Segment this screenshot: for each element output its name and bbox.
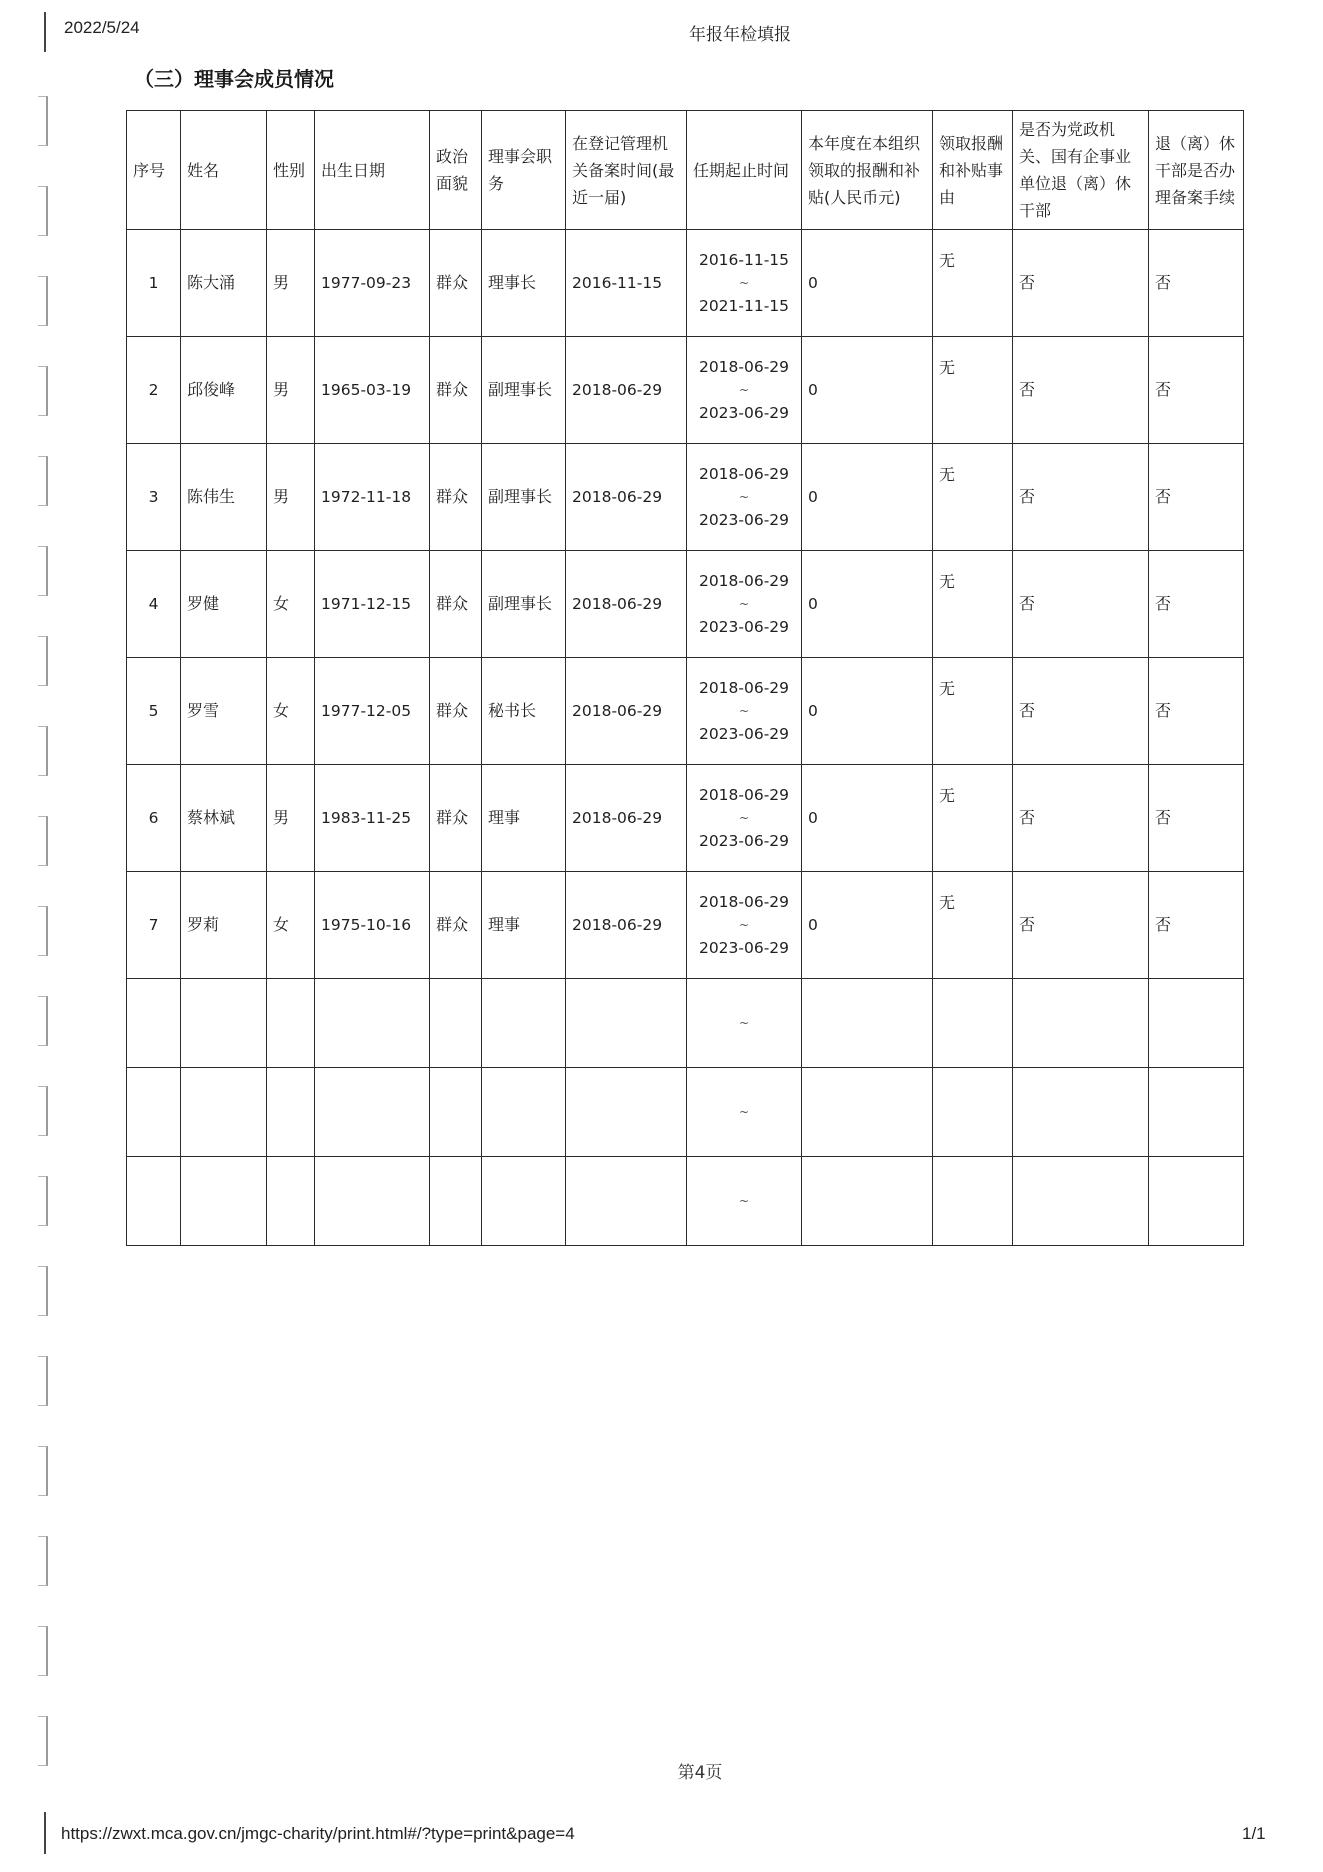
cell-filed: 2018-06-29 xyxy=(566,444,687,551)
binder-hole-mark xyxy=(38,1086,48,1136)
cell-gender: 女 xyxy=(267,658,315,765)
binder-hole-mark xyxy=(38,636,48,686)
cell-filed-retired: 否 xyxy=(1149,444,1244,551)
cell-filed-retired: 否 xyxy=(1149,551,1244,658)
cell-filed: 2018-06-29 xyxy=(566,872,687,979)
term-separator: ~ xyxy=(738,276,750,290)
cell-role: 理事 xyxy=(482,872,566,979)
cell-term xyxy=(687,551,802,658)
cell-term xyxy=(687,979,802,1068)
cell-no: 1 xyxy=(127,230,181,337)
cell-gender: 男 xyxy=(267,765,315,872)
empty-table-row xyxy=(127,1157,1244,1246)
empty-cell xyxy=(482,1068,566,1157)
cell-reason: 无 xyxy=(933,658,1013,765)
cell-term xyxy=(687,1068,802,1157)
cell-filed: 2016-11-15 xyxy=(566,230,687,337)
empty-cell xyxy=(267,1068,315,1157)
cell-retired: 否 xyxy=(1013,444,1149,551)
cell-retired: 否 xyxy=(1013,337,1149,444)
col-header-gender: 性别 xyxy=(267,111,315,230)
empty-cell xyxy=(127,1157,181,1246)
empty-cell xyxy=(566,1068,687,1157)
cell-filed: 2018-06-29 xyxy=(566,658,687,765)
cell-pay: 0 xyxy=(802,551,933,658)
cell-no: 7 xyxy=(127,872,181,979)
binder-hole-mark xyxy=(38,996,48,1046)
cell-name: 陈伟生 xyxy=(181,444,267,551)
cell-role: 副理事长 xyxy=(482,551,566,658)
cell-reason: 无 xyxy=(933,337,1013,444)
empty-cell xyxy=(933,979,1013,1068)
col-header-no: 序号 xyxy=(127,111,181,230)
term-end: 2021-11-15 xyxy=(698,297,790,315)
table-row xyxy=(127,337,1244,444)
cell-gender: 女 xyxy=(267,872,315,979)
binder-hole-mark xyxy=(38,1446,48,1496)
cell-filed: 2018-06-29 xyxy=(566,551,687,658)
cell-birth: 1971-12-15 xyxy=(315,551,430,658)
binder-hole-mark xyxy=(38,816,48,866)
cell-pay: 0 xyxy=(802,872,933,979)
cell-no: 4 xyxy=(127,551,181,658)
cell-political: 群众 xyxy=(430,551,482,658)
cell-political: 群众 xyxy=(430,337,482,444)
col-header-retired: 是否为党政机关、国有企事业单位退（离）休干部 xyxy=(1013,111,1149,230)
cell-retired: 否 xyxy=(1013,230,1149,337)
empty-cell xyxy=(181,1068,267,1157)
term-separator: ~ xyxy=(738,918,750,932)
empty-cell xyxy=(566,1157,687,1246)
term-separator: ~ xyxy=(738,490,750,504)
binder-hole-mark xyxy=(38,456,48,506)
cell-term xyxy=(687,658,802,765)
cell-political: 群众 xyxy=(430,230,482,337)
binder-hole-mark xyxy=(38,1266,48,1316)
cell-pay: 0 xyxy=(802,444,933,551)
cell-no: 3 xyxy=(127,444,181,551)
empty-cell xyxy=(802,1157,933,1246)
cell-political: 群众 xyxy=(430,658,482,765)
term-separator: ~ xyxy=(738,1016,750,1030)
empty-cell xyxy=(181,979,267,1068)
empty-cell xyxy=(430,1157,482,1246)
term-start: 2018-06-29 xyxy=(698,358,790,376)
empty-cell xyxy=(1149,979,1244,1068)
cell-name: 罗莉 xyxy=(181,872,267,979)
term-start: 2016-11-15 xyxy=(698,251,790,269)
col-header-filed: 在登记管理机关备案时间(最近一届) xyxy=(566,111,687,230)
term-separator: ~ xyxy=(738,811,750,825)
cell-filed-retired: 否 xyxy=(1149,337,1244,444)
cell-term xyxy=(687,230,802,337)
term-separator: ~ xyxy=(738,1194,750,1208)
cell-role: 理事 xyxy=(482,765,566,872)
cell-gender: 女 xyxy=(267,551,315,658)
cell-retired: 否 xyxy=(1013,872,1149,979)
term-start: 2018-06-29 xyxy=(698,465,790,483)
col-header-political: 政治面貌 xyxy=(430,111,482,230)
page-number-label: 第4页 xyxy=(677,1763,723,1783)
empty-table-row xyxy=(127,979,1244,1068)
empty-cell xyxy=(267,979,315,1068)
cell-role: 秘书长 xyxy=(482,658,566,765)
cell-name: 罗雪 xyxy=(181,658,267,765)
empty-cell xyxy=(1149,1068,1244,1157)
empty-cell xyxy=(566,979,687,1068)
empty-cell xyxy=(482,1157,566,1246)
term-end: 2023-06-29 xyxy=(698,832,790,850)
cell-reason: 无 xyxy=(933,872,1013,979)
empty-cell xyxy=(1149,1157,1244,1246)
term-end: 2023-06-29 xyxy=(698,618,790,636)
col-header-role: 理事会职务 xyxy=(482,111,566,230)
table-row xyxy=(127,765,1244,872)
cell-birth: 1977-09-23 xyxy=(315,230,430,337)
col-header-pay: 本年度在本组织领取的报酬和补贴(人民币元) xyxy=(802,111,933,230)
binder-hole-mark xyxy=(38,1626,48,1676)
cell-gender: 男 xyxy=(267,444,315,551)
term-separator: ~ xyxy=(738,704,750,718)
cell-birth: 1975-10-16 xyxy=(315,872,430,979)
cell-no: 6 xyxy=(127,765,181,872)
cell-name: 蔡林斌 xyxy=(181,765,267,872)
term-separator: ~ xyxy=(738,597,750,611)
cell-filed-retired: 否 xyxy=(1149,658,1244,765)
binder-hole-mark xyxy=(38,1176,48,1226)
table-row xyxy=(127,872,1244,979)
col-header-birth: 出生日期 xyxy=(315,111,430,230)
empty-cell xyxy=(315,1068,430,1157)
term-start: 2018-06-29 xyxy=(698,786,790,804)
term-separator: ~ xyxy=(738,383,750,397)
cell-retired: 否 xyxy=(1013,765,1149,872)
binder-hole-mark xyxy=(38,186,48,236)
cell-filed: 2018-06-29 xyxy=(566,337,687,444)
term-start: 2018-06-29 xyxy=(698,679,790,697)
cell-pay: 0 xyxy=(802,765,933,872)
cell-birth: 1983-11-25 xyxy=(315,765,430,872)
binder-hole-mark xyxy=(38,906,48,956)
cell-reason: 无 xyxy=(933,765,1013,872)
col-header-filed-retired: 退（离）休干部是否办理备案手续 xyxy=(1149,111,1244,230)
table-row xyxy=(127,658,1244,765)
print-date: 2022/5/24 xyxy=(64,18,140,37)
empty-cell xyxy=(315,1157,430,1246)
print-title: 年报年检填报 xyxy=(689,25,791,45)
cell-term xyxy=(687,337,802,444)
binder-hole-mark xyxy=(38,726,48,776)
print-url: https://zwxt.mca.gov.cn/jmgc-charity/print.html#/?type=print&page=4 xyxy=(61,1824,575,1843)
binder-hole-mark xyxy=(38,366,48,416)
empty-cell xyxy=(127,1068,181,1157)
empty-cell xyxy=(1013,979,1149,1068)
term-start: 2018-06-29 xyxy=(698,572,790,590)
cell-term xyxy=(687,444,802,551)
binder-hole-mark xyxy=(38,1356,48,1406)
cell-political: 群众 xyxy=(430,872,482,979)
empty-cell xyxy=(482,979,566,1068)
term-end: 2023-06-29 xyxy=(698,404,790,422)
cell-reason: 无 xyxy=(933,444,1013,551)
empty-cell xyxy=(1013,1157,1149,1246)
cell-gender: 男 xyxy=(267,230,315,337)
cell-filed: 2018-06-29 xyxy=(566,765,687,872)
cell-role: 理事长 xyxy=(482,230,566,337)
term-end: 2023-06-29 xyxy=(698,511,790,529)
cell-birth: 1972-11-18 xyxy=(315,444,430,551)
binder-hole-mark xyxy=(38,96,48,146)
cell-name: 陈大涌 xyxy=(181,230,267,337)
col-header-term: 任期起止时间 xyxy=(687,111,802,230)
cell-political: 群众 xyxy=(430,444,482,551)
cell-no: 2 xyxy=(127,337,181,444)
empty-cell xyxy=(181,1157,267,1246)
empty-cell xyxy=(430,979,482,1068)
table-row xyxy=(127,551,1244,658)
cell-retired: 否 xyxy=(1013,658,1149,765)
table-row xyxy=(127,444,1244,551)
cell-pay: 0 xyxy=(802,337,933,444)
scan-edge-mark xyxy=(44,1812,46,1854)
cell-political: 群众 xyxy=(430,765,482,872)
cell-reason: 无 xyxy=(933,230,1013,337)
board-members-table xyxy=(126,110,1244,1246)
table-row xyxy=(127,230,1244,337)
term-end: 2023-06-29 xyxy=(698,939,790,957)
cell-filed-retired: 否 xyxy=(1149,872,1244,979)
empty-table-row xyxy=(127,1068,1244,1157)
cell-birth: 1977-12-05 xyxy=(315,658,430,765)
cell-gender: 男 xyxy=(267,337,315,444)
empty-cell xyxy=(802,979,933,1068)
term-separator: ~ xyxy=(738,1105,750,1119)
binder-hole-mark xyxy=(38,546,48,596)
cell-name: 罗健 xyxy=(181,551,267,658)
cell-term xyxy=(687,765,802,872)
cell-term xyxy=(687,1157,802,1246)
binder-hole-mark xyxy=(38,1536,48,1586)
term-start: 2018-06-29 xyxy=(698,893,790,911)
cell-retired: 否 xyxy=(1013,551,1149,658)
empty-cell xyxy=(802,1068,933,1157)
cell-birth: 1965-03-19 xyxy=(315,337,430,444)
binder-hole-mark xyxy=(38,276,48,326)
empty-cell xyxy=(933,1157,1013,1246)
term-end: 2023-06-29 xyxy=(698,725,790,743)
cell-role: 副理事长 xyxy=(482,444,566,551)
cell-term xyxy=(687,872,802,979)
cell-role: 副理事长 xyxy=(482,337,566,444)
empty-cell xyxy=(430,1068,482,1157)
table-header-row xyxy=(127,111,1244,230)
col-header-reason: 领取报酬和补贴事由 xyxy=(933,111,1013,230)
empty-cell xyxy=(315,979,430,1068)
empty-cell xyxy=(1013,1068,1149,1157)
empty-cell xyxy=(933,1068,1013,1157)
print-page-count: 1/1 xyxy=(1242,1824,1266,1843)
cell-no: 5 xyxy=(127,658,181,765)
cell-filed-retired: 否 xyxy=(1149,765,1244,872)
section-title: （三）理事会成员情况 xyxy=(134,67,334,91)
cell-filed-retired: 否 xyxy=(1149,230,1244,337)
cell-reason: 无 xyxy=(933,551,1013,658)
empty-cell xyxy=(127,979,181,1068)
cell-name: 邱俊峰 xyxy=(181,337,267,444)
cell-pay: 0 xyxy=(802,658,933,765)
col-header-name: 姓名 xyxy=(181,111,267,230)
cell-pay: 0 xyxy=(802,230,933,337)
empty-cell xyxy=(267,1157,315,1246)
